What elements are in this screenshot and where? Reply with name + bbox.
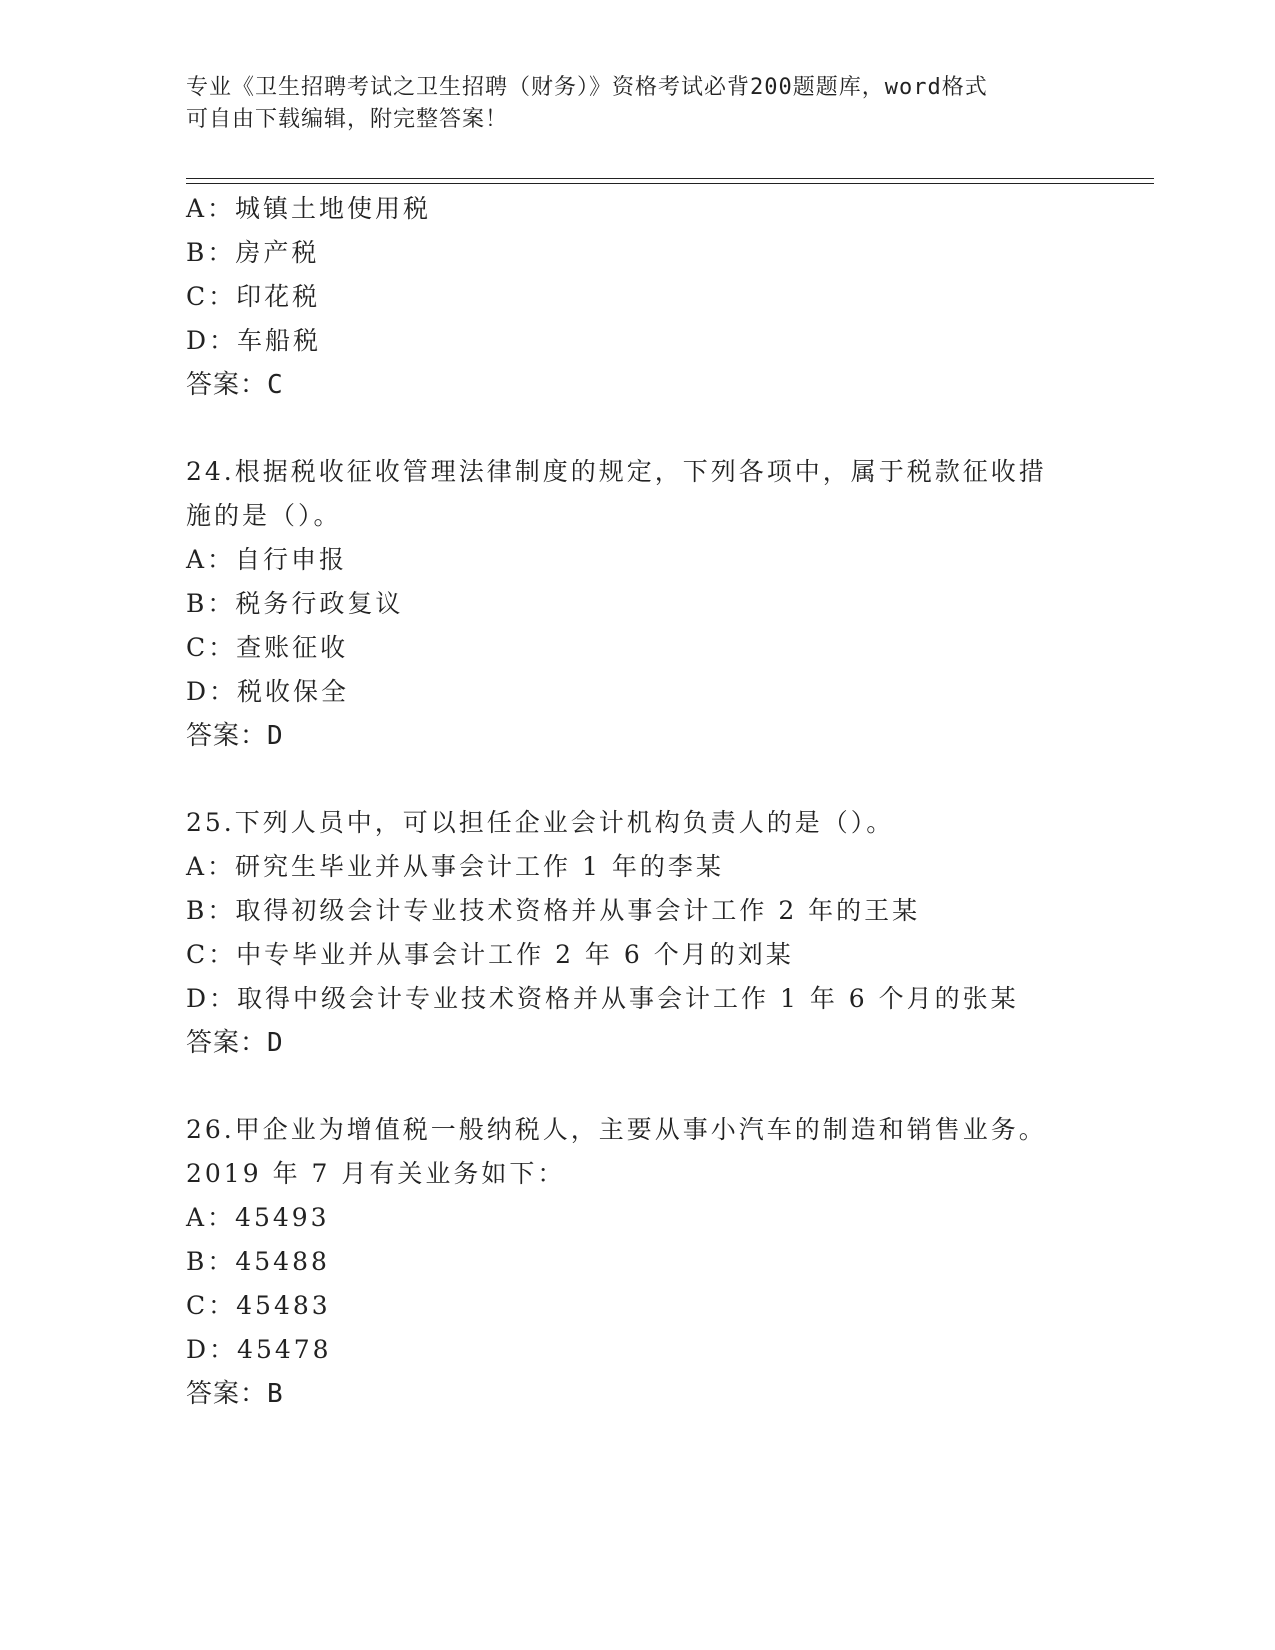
header-line-2: 可自由下载编辑，附完整答案！ <box>186 107 509 132</box>
header-line-1: 专业《卫生招聘考试之卫生招聘（财务）》资格考试必背200题题库，word格式 <box>186 75 988 100</box>
q24-option-c: C：查账征收 <box>186 633 349 662</box>
q23-answer: 答案：C <box>186 370 284 400</box>
q26-stem-line-1: 26.甲企业为增值税一般纳税人，主要从事小汽车的制造和销售业务。 <box>186 1115 1047 1144</box>
q24-option-a: A：自行申报 <box>186 545 348 574</box>
q25-answer: 答案：D <box>186 1028 284 1058</box>
q24-stem-line-2: 施的是（）。 <box>186 501 342 530</box>
q23-option-c: C：印花税 <box>186 282 321 311</box>
q25-option-a: A：研究生毕业并从事会计工作 1 年的李某 <box>186 852 724 881</box>
q25-option-c: C：中专毕业并从事会计工作 2 年 6 个月的刘某 <box>186 940 794 969</box>
q25-option-d: D：取得中级会计专业技术资格并从事会计工作 1 年 6 个月的张某 <box>186 984 1019 1013</box>
q24-option-b: B：税务行政复议 <box>186 589 404 618</box>
q26-option-c: C：45483 <box>186 1291 331 1320</box>
q25-stem-line-1: 25.下列人员中，可以担任企业会计机构负责人的是（）。 <box>186 808 895 837</box>
q26-stem-line-2: 2019 年 7 月有关业务如下： <box>186 1159 566 1188</box>
q23-option-b: B：房产税 <box>186 238 320 267</box>
document-header <box>186 72 1086 136</box>
q24-stem-line-1: 24.根据税收征收管理法律制度的规定，下列各项中，属于税款征收措 <box>186 457 1047 486</box>
q26-answer: 答案：B <box>186 1379 284 1409</box>
q23-option-d: D：车船税 <box>186 326 322 355</box>
header-divider-top <box>186 178 1154 179</box>
q23-option-a: A：城镇土地使用税 <box>186 194 432 223</box>
q26-option-d: D：45478 <box>186 1335 332 1364</box>
header-divider-bottom <box>186 183 1154 184</box>
q26-option-b: B：45488 <box>186 1247 330 1276</box>
q25-option-b: B：取得初级会计专业技术资格并从事会计工作 2 年的王某 <box>186 896 921 925</box>
q26-option-a: A：45493 <box>186 1203 330 1232</box>
q24-option-d: D：税收保全 <box>186 677 350 706</box>
q24-answer: 答案：D <box>186 721 284 751</box>
